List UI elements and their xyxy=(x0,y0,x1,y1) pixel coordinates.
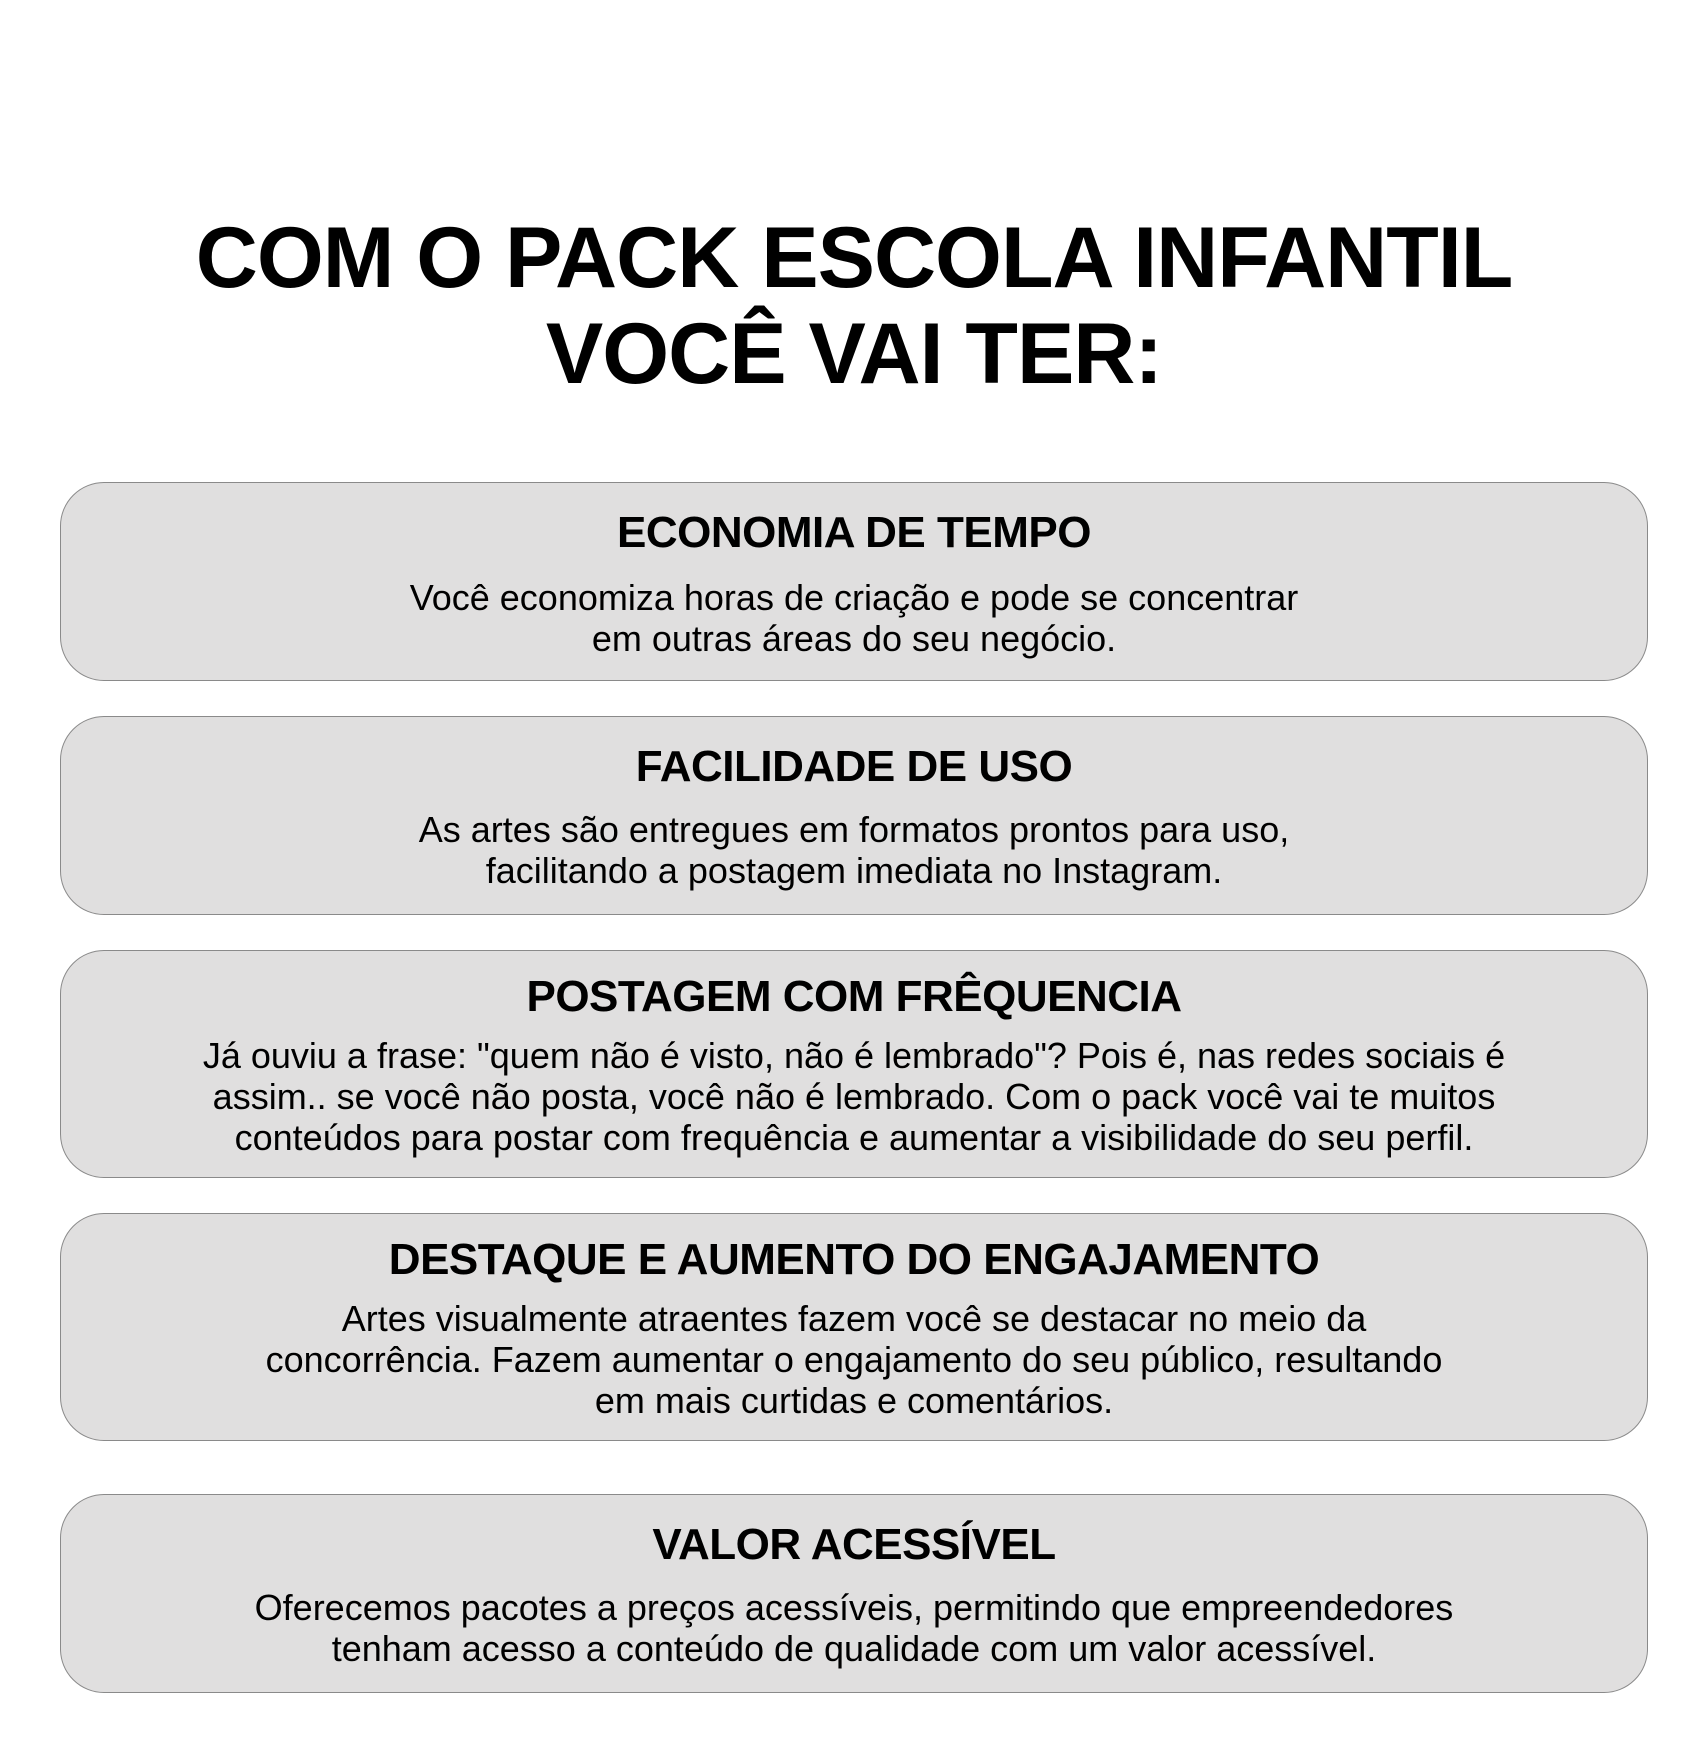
benefit-card-valor-acessivel xyxy=(60,1494,1648,1693)
benefit-card-description-line: Você economiza horas de criação e pode se concentrar xyxy=(409,577,1299,618)
page-title-line-1: COM O PACK ESCOLA INFANTIL xyxy=(195,210,1513,306)
benefit-card-description xyxy=(61,809,1647,891)
benefit-card-description-line: facilitando a postagem imediata no Instagram. xyxy=(485,850,1223,891)
benefit-card-description-line: assim.. se você não posta, você não é lembrado. Com o pack você vai te muitos xyxy=(212,1076,1496,1117)
benefit-card-title: ECONOMIA DE TEMPO xyxy=(617,508,1091,557)
page-title xyxy=(0,210,1708,402)
benefit-card-description-line: Oferecemos pacotes a preços acessíveis, permitindo que empreendedores xyxy=(254,1587,1454,1628)
benefit-card-description-line: em outras áreas do seu negócio. xyxy=(591,618,1117,659)
benefit-card-title: DESTAQUE E AUMENTO DO ENGAJAMENTO xyxy=(388,1235,1320,1284)
benefit-card-description xyxy=(61,1035,1647,1158)
benefit-card-facilidade-de-uso xyxy=(60,716,1648,915)
benefit-card-description xyxy=(61,1587,1647,1669)
benefit-card-title: FACILIDADE DE USO xyxy=(635,742,1073,791)
benefit-card-description-line: conteúdos para postar com frequência e aumentar a visibilidade do seu perfil. xyxy=(234,1117,1474,1158)
benefit-card-description-line: Artes visualmente atraentes fazem você se destacar no meio da xyxy=(341,1298,1367,1339)
benefit-card-title: VALOR ACESSÍVEL xyxy=(652,1520,1056,1569)
benefit-card-economia-de-tempo xyxy=(60,482,1648,681)
benefit-card-description-line: tenham acesso a conteúdo de qualidade com um valor acessível. xyxy=(331,1628,1377,1669)
page-title-line-2: VOCÊ VAI TER: xyxy=(545,306,1163,402)
benefit-card-description-line: em mais curtidas e comentários. xyxy=(594,1380,1114,1421)
benefit-card-description-line: Já ouviu a frase: "quem não é visto, não é lembrado"? Pois é, nas redes sociais é xyxy=(202,1035,1506,1076)
benefit-card-description-line: concorrência. Fazem aumentar o engajamento do seu público, resultando xyxy=(265,1339,1443,1380)
benefit-card-description xyxy=(61,1298,1647,1421)
benefit-card-title: POSTAGEM COM FRÊQUENCIA xyxy=(526,972,1182,1021)
benefit-card-destaque-e-engajamento xyxy=(60,1213,1648,1441)
benefit-card-postagem-com-frequencia xyxy=(60,950,1648,1178)
benefit-card-description xyxy=(61,577,1647,659)
benefit-card-description-line: As artes são entregues em formatos prontos para uso, xyxy=(418,809,1290,850)
